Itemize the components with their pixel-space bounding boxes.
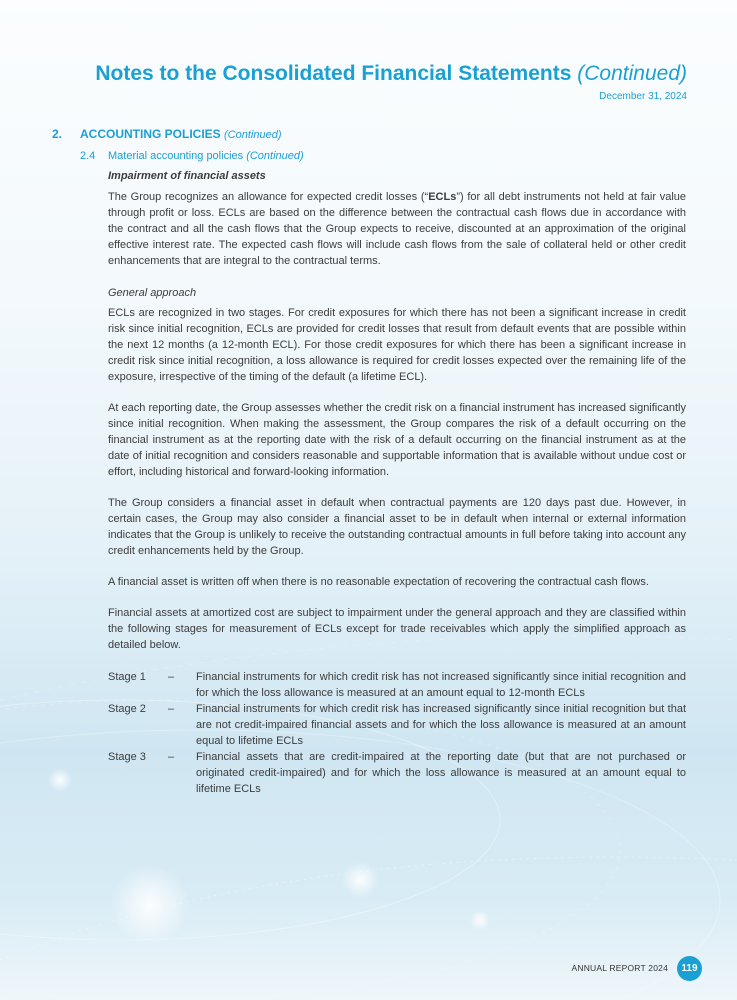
subsection-continued: (Continued)	[246, 150, 304, 162]
stage-label: Stage 1	[108, 671, 146, 683]
general-approach-paragraph-5: Financial assets at amortized cost are subject to impairment under the general approach and they are classified within the following stages for measurement of ECLs except for trade receivables which apply the simplified approach as detailed below.	[108, 607, 686, 651]
stage-description: Financial instruments for which credit risk has increased significantly since initial recognition but that are not credit-impaired financial assets and for which the loss allowance is measured at an amount equal to lifetime ECLs	[196, 703, 686, 747]
subsection-title: Material accounting policies	[108, 150, 244, 162]
page-title	[95, 62, 687, 86]
subsection-heading	[80, 150, 304, 162]
stage-label: Stage 3	[108, 751, 146, 763]
section-title: ACCOUNTING POLICIES	[80, 127, 221, 141]
stage-dash: –	[168, 751, 175, 763]
section-continued: (Continued)	[224, 129, 282, 141]
general-approach-paragraph-3: The Group considers a financial asset in default when contractual payments are 120 days past due. However, in certain cases, the Group may also consider a financial asset to be in default when internal or external information indicates that the Group is unlikely to receive the outstanding contractual amounts in full before taking into account any credit enhancements held by the Group.	[108, 497, 686, 557]
general-approach-heading: General approach	[108, 287, 197, 299]
general-approach-paragraph-2: At each reporting date, the Group assesses whether the credit risk on a financial instrument has increased significantly since initial recognition. When making the assessment, the Group compares the risk of a default occurring on the financial instrument as at the reporting date with the risk of a default occurring on the financial instrument as at the date of initial recognition and considers reasonable and supportable information that is available without undue cost or effort, including historical and forward-looking information.	[108, 402, 686, 478]
ecl-term: ECLs	[428, 191, 457, 203]
stage-dash: –	[168, 671, 175, 683]
subsection-number: 2.4	[80, 150, 96, 162]
stage-description: Financial assets that are credit-impaired at the reporting date (but that are not purchased or originated credit-impaired) and for which the loss allowance is measured at an amount equal to lifetime ECLs	[196, 751, 686, 795]
impairment-paragraph	[108, 189, 686, 269]
impairment-text-after: ”) for all debt instruments not held at fair value through profit or loss. ECLs are based on the difference between the contractual cash flows due in accordance with the contract and all the cash flows that the Group expects to receive, discounted at an approximation of the original effective interest rate. The expected cash flows will include cash flows from the sale of collateral held or other credit enhancements that are integral to the contractual terms.	[108, 191, 686, 267]
stage-label: Stage 2	[108, 703, 146, 715]
stages-list	[108, 669, 686, 797]
content-body	[108, 168, 686, 797]
impairment-heading: Impairment of financial assets	[108, 170, 266, 182]
footer-report-label: ANNUAL REPORT 2024	[571, 963, 668, 973]
stage-description: Financial instruments for which credit risk has not increased significantly since initial recognition and for which the loss allowance is measured at an amount equal to 12-month ECLs	[196, 671, 686, 699]
stage-row	[108, 669, 686, 701]
stage-row	[108, 749, 686, 797]
page-title-text: Notes to the Consolidated Financial Statements	[95, 62, 572, 85]
section-heading	[52, 127, 282, 141]
general-approach-paragraph-4: A financial asset is written off when there is no reasonable expectation of recovering the contractual cash flows.	[108, 576, 649, 588]
section-number: 2.	[52, 127, 63, 141]
report-date: December 31, 2024	[599, 91, 687, 102]
general-approach-paragraph-1: ECLs are recognized in two stages. For credit exposures for which there has not been a significant increase in credit risk since initial recognition, ECLs are provided for credit losses that result from default events that are possible within the next 12 months (a 12-month ECL). For those credit exposures for which there has been a significant increase in credit risk since initial recognition, a loss allowance is required for credit losses expected over the remaining life of the exposure, irrespective of the timing of the default (a lifetime ECL).	[108, 307, 686, 383]
page-number-badge: 119	[677, 956, 702, 981]
stage-row	[108, 701, 686, 749]
stage-dash: –	[168, 703, 175, 715]
page-title-continued: (Continued)	[577, 62, 687, 85]
impairment-text-before: The Group recognizes an allowance for expected credit losses (“	[108, 191, 429, 203]
